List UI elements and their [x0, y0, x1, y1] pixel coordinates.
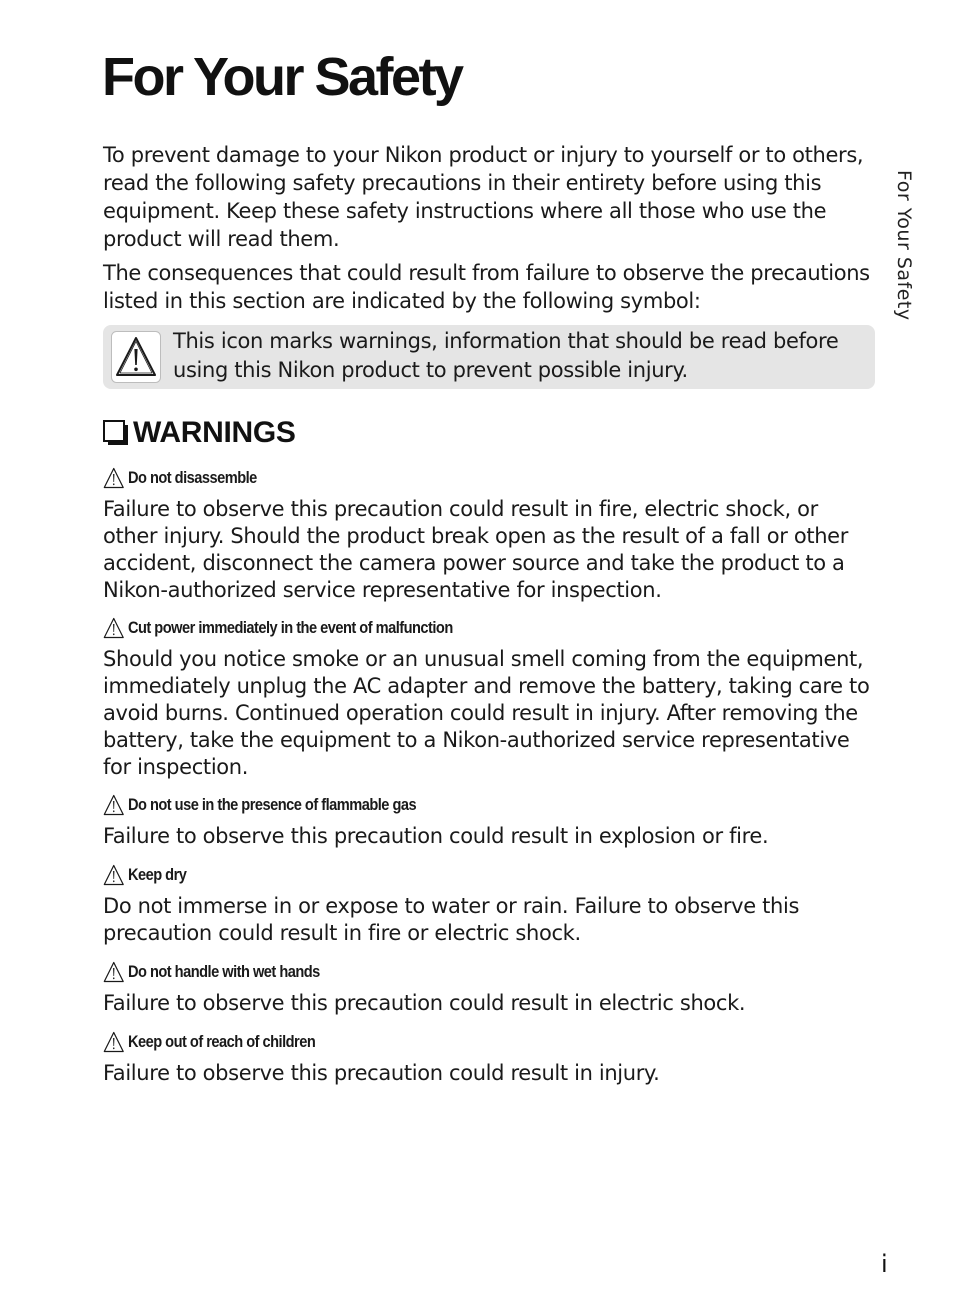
warning-item-body: Should you notice smoke or an unusual smell coming from the equipment, immediately unplug the AC adapter and remove the battery, taking care to avoid burns. Continued operation could result in injury. After removing the battery, take the equipment to a Nikon-authorized service representative for inspection. — [103, 647, 870, 779]
warning-triangle-icon — [103, 961, 125, 983]
warning-triangle-icon — [103, 467, 125, 489]
warning-notice-box — [103, 325, 875, 389]
warning-triangle-icon — [103, 864, 125, 886]
checkbox-icon — [103, 420, 125, 442]
intro-section — [103, 141, 878, 321]
page-title: For Your Safety — [102, 47, 462, 107]
warning-item-body: Failure to observe this precaution could result in fire, electric shock, or other injury. Should the product break open as the result of a fall or other accident, disconnect the camera power source and take the product to a Nikon-authorized service representative for inspection. — [103, 497, 849, 602]
warnings-heading-label: WARNINGS — [133, 416, 296, 449]
warning-triangle-icon — [103, 617, 125, 639]
warning-item-body: Do not immerse in or expose to water or rain. Failure to observe this precaution could result in fire or electric shock. — [103, 894, 800, 945]
warning-item-title — [103, 1030, 315, 1054]
warning-item-body: Failure to observe this precaution could result in injury. — [103, 1061, 660, 1085]
side-tab-label: For Your Safety — [893, 170, 915, 321]
warning-title-text: Do not use in the presence of flammable gas — [127, 795, 417, 814]
warning-triangle-icon — [103, 794, 125, 816]
warning-title-text: Do not handle with wet hands — [127, 962, 320, 981]
warning-title-text: Do not disassemble — [127, 468, 257, 487]
notice-text: This icon marks warnings, information that should be read before using this Nikon product to prevent possible injury. — [173, 329, 839, 382]
warning-item-title — [103, 466, 257, 490]
page-number: i — [881, 1250, 888, 1278]
warnings-heading — [103, 414, 296, 452]
warning-item-title — [103, 863, 186, 887]
warning-title-text: Keep out of reach of children — [127, 1032, 316, 1051]
warning-item-body: Failure to observe this precaution could result in electric shock. — [103, 991, 746, 1015]
intro-paragraph: To prevent damage to your Nikon product or injury to yourself or to others, read the following safety precautions in their entirety before using this equipment. Keep these safety instructions where all those who use the product will read them. — [103, 143, 864, 251]
intro-paragraph: The consequences that could result from failure to observe the precautions listed in this section are indicated by the following symbol: — [103, 261, 870, 313]
warning-item-body: Failure to observe this precaution could result in explosion or fire. — [103, 824, 769, 848]
warning-item-title — [103, 960, 320, 984]
warning-title-text: Keep dry — [127, 865, 187, 884]
warning-triangle-icon — [111, 331, 161, 383]
warning-item-title — [103, 793, 416, 817]
warning-title-text: Cut power immediately in the event of malfunction — [127, 618, 453, 637]
warning-item-title — [103, 616, 453, 640]
warning-triangle-icon — [103, 1031, 125, 1053]
